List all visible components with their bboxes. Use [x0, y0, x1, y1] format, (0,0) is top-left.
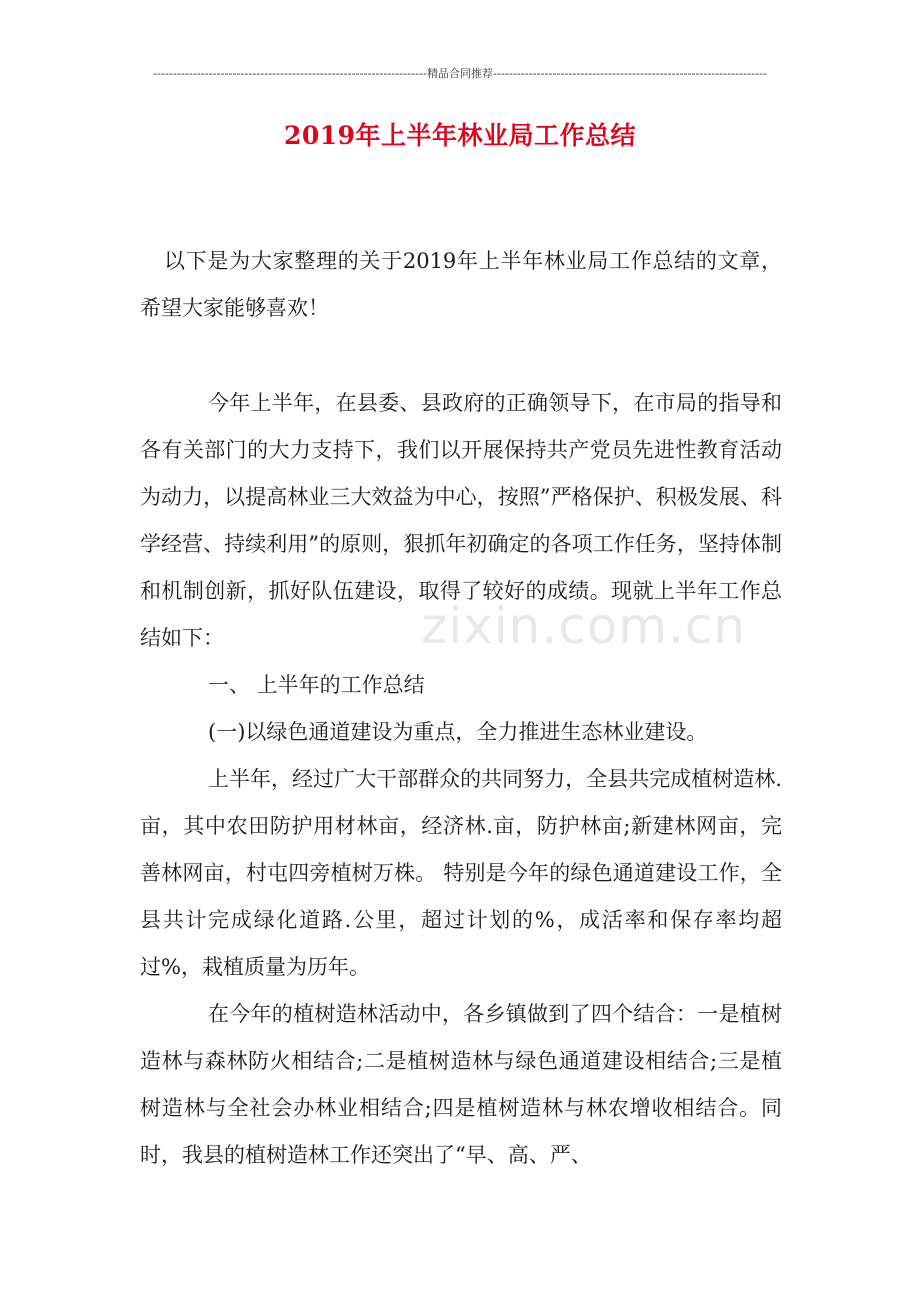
section-heading: 一、 上半年的工作总结	[208, 673, 425, 697]
body-paragraph: 上半年，经过广大干部群众的共同努力，全县共完成植树造林.亩，其中农田防护用材林亩，经济林.亩，防护林亩;新建林网亩，完善林网亩，村屯四旁植树万株。 特别是今年的绿色通道建设工作，全县共计完成绿化道路.公里，超过计划的%，成活率和保存率均超过%，栽植质量为历年。	[140, 767, 782, 979]
header-rule: ---------------------------------------------------------------------精品合同推荐---------------------------------------------------------------------	[153, 67, 767, 80]
document-title: 2019年上半年林业局工作总结	[283, 121, 637, 150]
subsection-heading: (一)以绿色通道建设为重点，全力推进生态林业建设。	[208, 720, 708, 744]
document-body	[140, 380, 782, 1179]
intro-paragraph: 以下是为大家整理的关于2019年上半年林业局工作总结的文章，希望大家能够喜欢！	[140, 249, 782, 320]
watermark: zixin.com.cn	[421, 597, 747, 655]
body-paragraph: 在今年的植树造林活动中，各乡镇做到了四个结合：一是植树造林与森林防火相结合;二是植树造林与绿色通道建设相结合;三是植树造林与全社会办林业相结合;四是植树造林与林农增收相结合。同时，我县的植树造林工作还突出了“早、高、严、	[140, 1002, 782, 1167]
body-paragraph: 今年上半年，在县委、县政府的正确领导下，在市局的指导和各有关部门的大力支持下，我们以开展保持共产党员先进性教育活动为动力，以提高林业三大效益为中心，按照”严格保护、积极发展、科学经营、持续利用”的原则，狠抓年初确定的各项工作任务，坚持体制和机制创新，抓好队伍建设，取得了较好的成绩。现就上半年工作总结如下：	[140, 391, 782, 650]
